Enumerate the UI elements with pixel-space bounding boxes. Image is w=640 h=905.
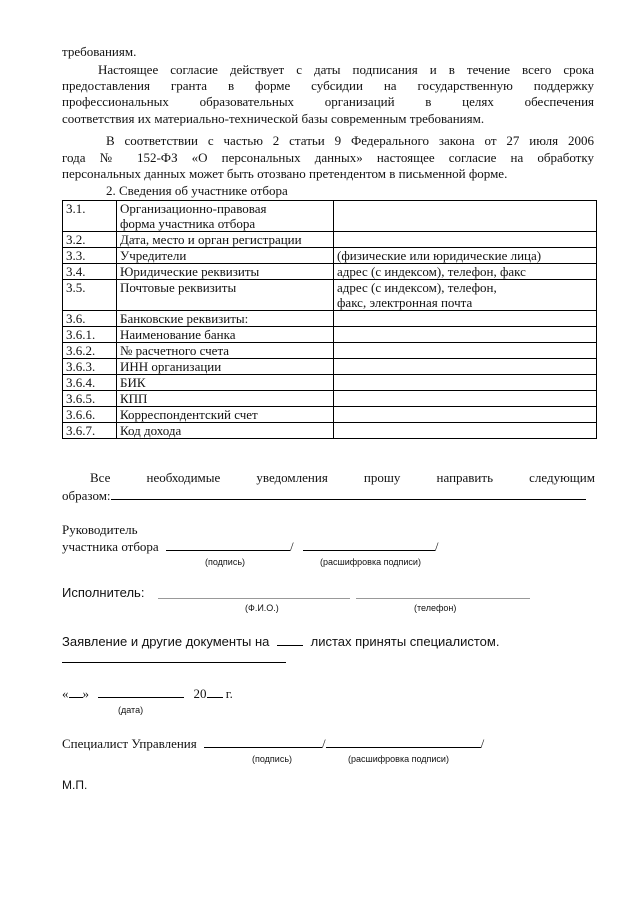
notifications-line1: Все необходимые уведомления прошу направить следующим bbox=[90, 470, 595, 485]
row-label: Банковские реквизиты: bbox=[120, 311, 249, 326]
row-value-cell[interactable] bbox=[334, 407, 597, 423]
date-year-suffix: г. bbox=[225, 686, 233, 701]
row-number: 3.1. bbox=[63, 201, 117, 232]
table-row bbox=[63, 311, 597, 327]
executor-label: Исполнитель: bbox=[62, 585, 145, 600]
row-label-cell bbox=[117, 423, 334, 439]
row-value-cell[interactable] bbox=[334, 423, 597, 439]
specialist-slash-2: / bbox=[480, 736, 485, 751]
date-month-line[interactable] bbox=[98, 685, 184, 698]
date-caption: (дата) bbox=[118, 705, 144, 715]
row-label-continued bbox=[120, 295, 330, 310]
row-label: КПП bbox=[120, 391, 148, 406]
row-label-cell bbox=[117, 343, 334, 359]
date-day-line[interactable] bbox=[69, 685, 83, 698]
specialist-caption-decoding: (расшифровка подписи) bbox=[348, 754, 449, 764]
head-caption-decoding: (расшифровка подписи) bbox=[320, 557, 421, 567]
date-close-quote: » bbox=[82, 686, 89, 701]
row-label-cell bbox=[117, 201, 334, 232]
row-number: 3.3. bbox=[63, 248, 117, 264]
statement-specialist-line[interactable] bbox=[62, 662, 286, 663]
table-row bbox=[63, 407, 597, 423]
statement-suffix: листах приняты специалистом. bbox=[310, 634, 500, 649]
specialist-row bbox=[62, 735, 484, 752]
table-row bbox=[63, 201, 597, 232]
row-value bbox=[337, 232, 593, 247]
row-number: 3.6.7. bbox=[63, 423, 117, 439]
row-number: 3.6.1. bbox=[63, 327, 117, 343]
row-label: Юридические реквизиты bbox=[120, 264, 260, 279]
table-row bbox=[63, 343, 597, 359]
row-value-cell[interactable] bbox=[334, 359, 597, 375]
row-number: 3.6.4. bbox=[63, 375, 117, 391]
row-value bbox=[337, 311, 593, 326]
row-label-cell bbox=[117, 311, 334, 327]
row-number: 3.2. bbox=[63, 232, 117, 248]
row-value-cell[interactable] bbox=[334, 327, 597, 343]
paragraph1-line3: профессиональных образовательных организаций в целях обеспечения bbox=[62, 94, 594, 109]
row-number: 3.6. bbox=[63, 311, 117, 327]
notifications-prefix: образом: bbox=[62, 488, 111, 503]
row-value bbox=[337, 407, 593, 422]
row-value bbox=[337, 201, 593, 216]
row-value bbox=[337, 343, 593, 358]
row-label: Организационно-правовая bbox=[120, 201, 267, 216]
row-value-cell[interactable] bbox=[334, 248, 597, 264]
specialist-signature-line[interactable] bbox=[204, 735, 322, 748]
row-value-cell[interactable] bbox=[334, 232, 597, 248]
head-slash-1: / bbox=[289, 539, 294, 554]
row-label: Почтовые реквизиты bbox=[120, 280, 237, 295]
paragraph2-line2: года № 152-ФЗ «О персональных данных» настоящее согласие на обработку bbox=[62, 150, 594, 165]
participant-info-table bbox=[62, 200, 597, 439]
table-row bbox=[63, 359, 597, 375]
row-value-cell[interactable] bbox=[334, 264, 597, 280]
row-number: 3.5. bbox=[63, 280, 117, 311]
row-value-continued bbox=[337, 216, 593, 231]
executor-caption-name: (Ф.И.О.) bbox=[245, 603, 279, 613]
statement-pages-line[interactable] bbox=[277, 633, 303, 646]
row-label-cell bbox=[117, 264, 334, 280]
date-row bbox=[62, 685, 233, 702]
date-year-line[interactable] bbox=[207, 685, 223, 698]
notifications-input-line[interactable] bbox=[111, 487, 586, 500]
row-label: ИНН организации bbox=[120, 359, 222, 374]
row-value bbox=[337, 375, 593, 390]
row-value bbox=[337, 327, 593, 342]
table-row bbox=[63, 280, 597, 311]
row-label: Дата, место и орган регистрации bbox=[120, 232, 302, 247]
row-label-cell bbox=[117, 359, 334, 375]
paragraph2-line3: персональных данных может быть отозвано претендентом в письменной форме. bbox=[62, 166, 508, 181]
head-decoding-line[interactable] bbox=[303, 538, 435, 551]
head-signature-row bbox=[62, 538, 438, 555]
row-label-cell bbox=[117, 280, 334, 311]
executor-phone-line[interactable] bbox=[356, 598, 530, 599]
row-number: 3.6.2. bbox=[63, 343, 117, 359]
table-row bbox=[63, 327, 597, 343]
row-label: БИК bbox=[120, 375, 146, 390]
row-label: Учредители bbox=[120, 248, 187, 263]
head-slash-2: / bbox=[434, 539, 439, 554]
row-number: 3.6.3. bbox=[63, 359, 117, 375]
head-signature-line[interactable] bbox=[166, 538, 290, 551]
specialist-caption-signature: (подпись) bbox=[252, 754, 293, 764]
row-value-cell[interactable] bbox=[334, 311, 597, 327]
table-row bbox=[63, 391, 597, 407]
row-value-cell[interactable] bbox=[334, 280, 597, 311]
row-label-continued: форма участника отбора bbox=[120, 216, 256, 231]
date-year-prefix: 20 bbox=[193, 686, 207, 701]
row-value-cell[interactable] bbox=[334, 201, 597, 232]
specialist-decoding-line[interactable] bbox=[326, 735, 481, 748]
head-label-line2: участника отбора bbox=[62, 539, 159, 554]
notifications-line2 bbox=[62, 487, 586, 504]
statement-row bbox=[62, 633, 499, 649]
stamp-mark: М.П. bbox=[62, 778, 88, 792]
table-row bbox=[63, 423, 597, 439]
row-label-cell bbox=[117, 248, 334, 264]
row-label: Код дохода bbox=[120, 423, 182, 438]
row-value bbox=[337, 359, 593, 374]
specialist-slash-1: / bbox=[322, 736, 326, 751]
table-row bbox=[63, 232, 597, 248]
row-label-cell bbox=[117, 375, 334, 391]
row-value: адрес (с индексом), телефон, bbox=[337, 280, 497, 295]
paragraph1-line1: Настоящее согласие действует с даты подписания и в течение всего срока bbox=[98, 62, 594, 77]
row-value: адрес (с индексом), телефон, факс bbox=[337, 264, 526, 279]
row-number: 3.4. bbox=[63, 264, 117, 280]
head-label-line1: Руководитель bbox=[62, 522, 138, 537]
executor-caption-phone: (телефон) bbox=[414, 603, 457, 613]
paragraph1-line2: предоставления гранта в форме субсидии на государственную поддержку bbox=[62, 78, 594, 93]
row-value bbox=[337, 423, 593, 438]
specialist-label: Специалист Управления bbox=[62, 736, 197, 751]
row-number: 3.6.6. bbox=[63, 407, 117, 423]
paragraph1-line0: требованиям. bbox=[62, 44, 137, 59]
head-caption-signature: (подпись) bbox=[205, 557, 246, 567]
row-label-cell bbox=[117, 391, 334, 407]
row-value-cell[interactable] bbox=[334, 343, 597, 359]
row-value-cell[interactable] bbox=[334, 375, 597, 391]
row-label: № расчетного счета bbox=[120, 343, 230, 358]
section-title: 2. Сведения об участнике отбора bbox=[106, 183, 288, 198]
statement-prefix: Заявление и другие документы на bbox=[62, 634, 270, 649]
table-row bbox=[63, 264, 597, 280]
row-value-continued: факс, электронная почта bbox=[337, 295, 473, 310]
table-row bbox=[63, 248, 597, 264]
row-value bbox=[337, 391, 593, 406]
paragraph1-line4: соответствия их материально-технической базы современным требованиям. bbox=[62, 111, 485, 126]
table-row bbox=[63, 375, 597, 391]
row-label: Наименование банка bbox=[120, 327, 236, 342]
row-number: 3.6.5. bbox=[63, 391, 117, 407]
row-label: Корреспондентский счет bbox=[120, 407, 258, 422]
row-label-cell bbox=[117, 232, 334, 248]
row-label-cell bbox=[117, 407, 334, 423]
row-label-cell bbox=[117, 327, 334, 343]
executor-name-line[interactable] bbox=[158, 598, 350, 599]
paragraph2-line1: В соответствии с частью 2 статьи 9 Федерального закона от 27 июля 2006 bbox=[106, 133, 594, 148]
row-value-cell[interactable] bbox=[334, 391, 597, 407]
row-value: (физические или юридические лица) bbox=[337, 248, 542, 263]
date-open-quote: « bbox=[62, 686, 69, 701]
